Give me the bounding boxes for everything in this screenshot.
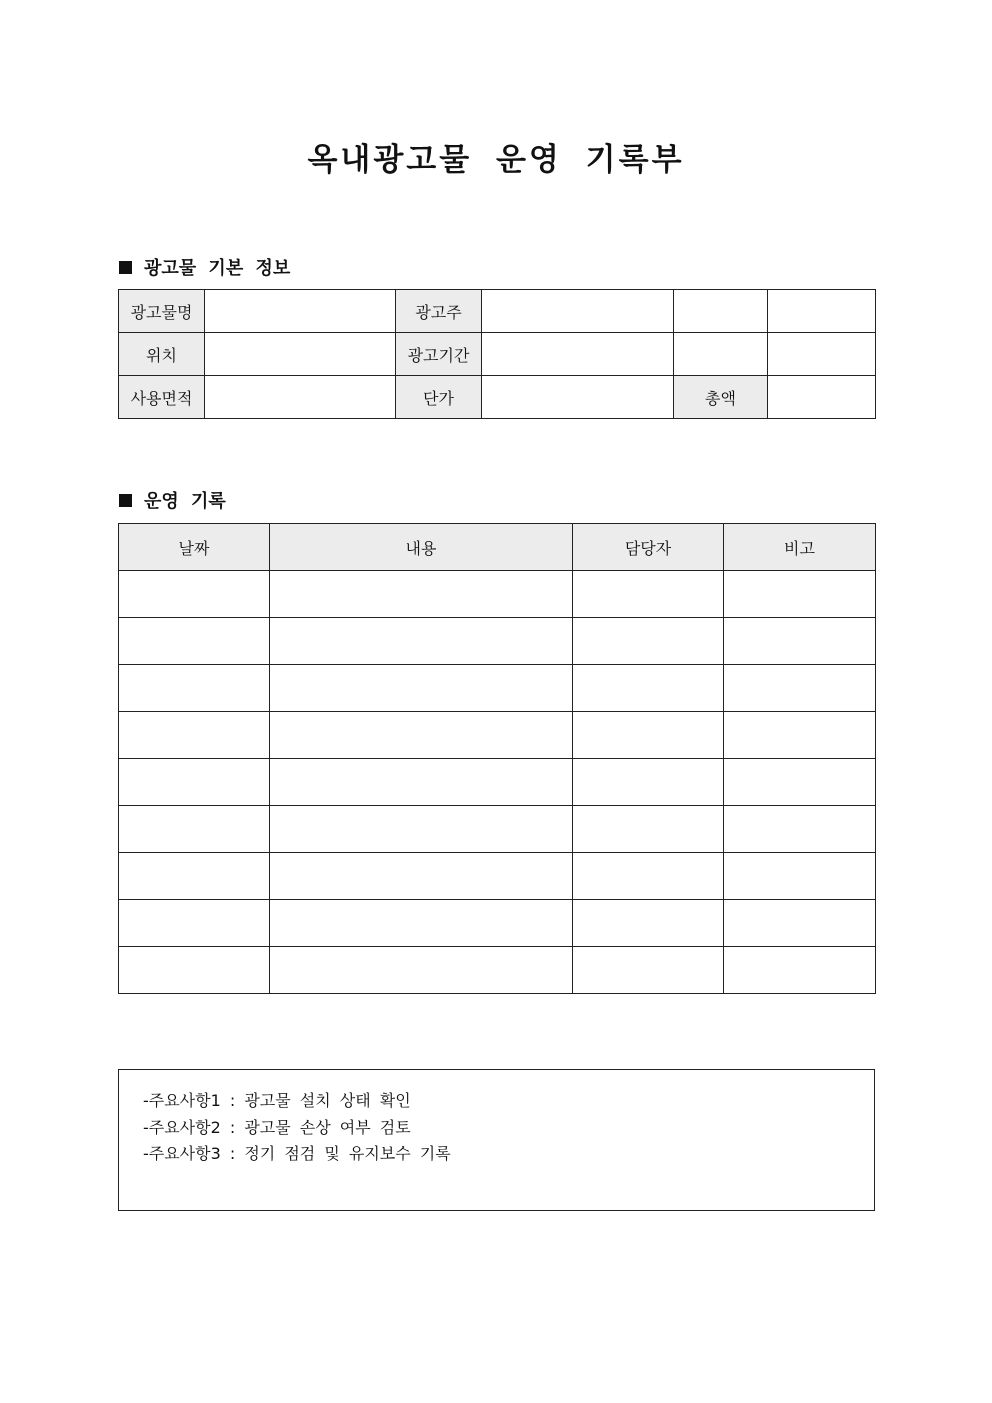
- info-value-location[interactable]: [205, 333, 396, 376]
- log-cell-date[interactable]: [119, 618, 270, 665]
- log-header-row: [119, 524, 876, 571]
- log-cell-date[interactable]: [119, 947, 270, 994]
- log-cell-content[interactable]: [270, 618, 573, 665]
- table-row: [119, 759, 876, 806]
- log-cell-manager[interactable]: [573, 853, 724, 900]
- log-header-remarks: 비고: [724, 524, 876, 571]
- log-cell-manager[interactable]: [573, 900, 724, 947]
- info-cell-extra[interactable]: [674, 333, 768, 376]
- info-cell-extra[interactable]: [768, 290, 876, 333]
- log-cell-date[interactable]: [119, 900, 270, 947]
- log-cell-manager[interactable]: [573, 618, 724, 665]
- table-row: [119, 618, 876, 665]
- info-row: [119, 333, 876, 376]
- info-value-period[interactable]: [482, 333, 674, 376]
- info-label-unit-price: 단가: [396, 376, 482, 419]
- info-cell-extra[interactable]: [674, 290, 768, 333]
- log-header-content: 내용: [270, 524, 573, 571]
- log-cell-date[interactable]: [119, 853, 270, 900]
- info-label-ad-name: 광고물명: [119, 290, 205, 333]
- page-title: 옥내광고물 운영 기록부: [307, 142, 685, 178]
- log-cell-remarks[interactable]: [724, 947, 876, 994]
- info-value-total[interactable]: [768, 376, 876, 419]
- log-cell-remarks[interactable]: [724, 571, 876, 618]
- table-row: [119, 900, 876, 947]
- section-heading-log: [119, 487, 226, 513]
- notes-box: [118, 1069, 875, 1211]
- log-cell-date[interactable]: [119, 665, 270, 712]
- log-cell-manager[interactable]: [573, 759, 724, 806]
- log-cell-manager[interactable]: [573, 806, 724, 853]
- table-row: [119, 853, 876, 900]
- log-cell-content[interactable]: [270, 947, 573, 994]
- table-row: [119, 712, 876, 759]
- log-cell-content[interactable]: [270, 759, 573, 806]
- log-header-date: 날짜: [119, 524, 270, 571]
- table-row: [119, 806, 876, 853]
- square-bullet-icon: [119, 494, 132, 507]
- log-cell-content[interactable]: [270, 900, 573, 947]
- log-table: [118, 523, 876, 994]
- table-row: [119, 665, 876, 712]
- note-item: -주요사항3 : 정기 점검 및 유지보수 기록: [143, 1144, 451, 1163]
- log-cell-manager[interactable]: [573, 665, 724, 712]
- log-cell-date[interactable]: [119, 712, 270, 759]
- info-table: [118, 289, 876, 419]
- note-item: -주요사항2 : 광고물 손상 여부 검토: [143, 1117, 411, 1137]
- info-label-location: 위치: [119, 333, 205, 376]
- info-value-advertiser[interactable]: [482, 290, 674, 333]
- log-cell-remarks[interactable]: [724, 900, 876, 947]
- info-label-total: 총액: [674, 376, 768, 419]
- table-row: [119, 571, 876, 618]
- log-cell-content[interactable]: [270, 665, 573, 712]
- log-cell-remarks[interactable]: [724, 853, 876, 900]
- info-value-ad-name[interactable]: [205, 290, 396, 333]
- log-cell-date[interactable]: [119, 806, 270, 853]
- log-cell-content[interactable]: [270, 571, 573, 618]
- log-cell-remarks[interactable]: [724, 759, 876, 806]
- info-label-area: 사용면적: [119, 376, 205, 419]
- info-value-area[interactable]: [205, 376, 396, 419]
- log-cell-content[interactable]: [270, 853, 573, 900]
- info-value-unit-price[interactable]: [482, 376, 674, 419]
- log-cell-manager[interactable]: [573, 947, 724, 994]
- info-row: [119, 376, 876, 419]
- log-cell-content[interactable]: [270, 806, 573, 853]
- table-row: [119, 947, 876, 994]
- log-cell-manager[interactable]: [573, 712, 724, 759]
- log-cell-date[interactable]: [119, 759, 270, 806]
- log-cell-manager[interactable]: [573, 571, 724, 618]
- section-heading-info-text: 광고물 기본 정보: [144, 258, 291, 279]
- log-cell-remarks[interactable]: [724, 806, 876, 853]
- info-label-advertiser: 광고주: [396, 290, 482, 333]
- section-heading-info: [119, 254, 290, 280]
- log-header-manager: 담당자: [573, 524, 724, 571]
- section-heading-log-text: 운영 기록: [144, 491, 226, 512]
- note-item: -주요사항1 : 광고물 설치 상태 확인: [143, 1091, 411, 1110]
- log-cell-date[interactable]: [119, 571, 270, 618]
- log-cell-remarks[interactable]: [724, 618, 876, 665]
- square-bullet-icon: [119, 261, 132, 274]
- info-label-period: 광고기간: [396, 333, 482, 376]
- log-cell-content[interactable]: [270, 712, 573, 759]
- log-cell-remarks[interactable]: [724, 665, 876, 712]
- info-cell-extra[interactable]: [768, 333, 876, 376]
- log-cell-remarks[interactable]: [724, 712, 876, 759]
- info-row: [119, 290, 876, 333]
